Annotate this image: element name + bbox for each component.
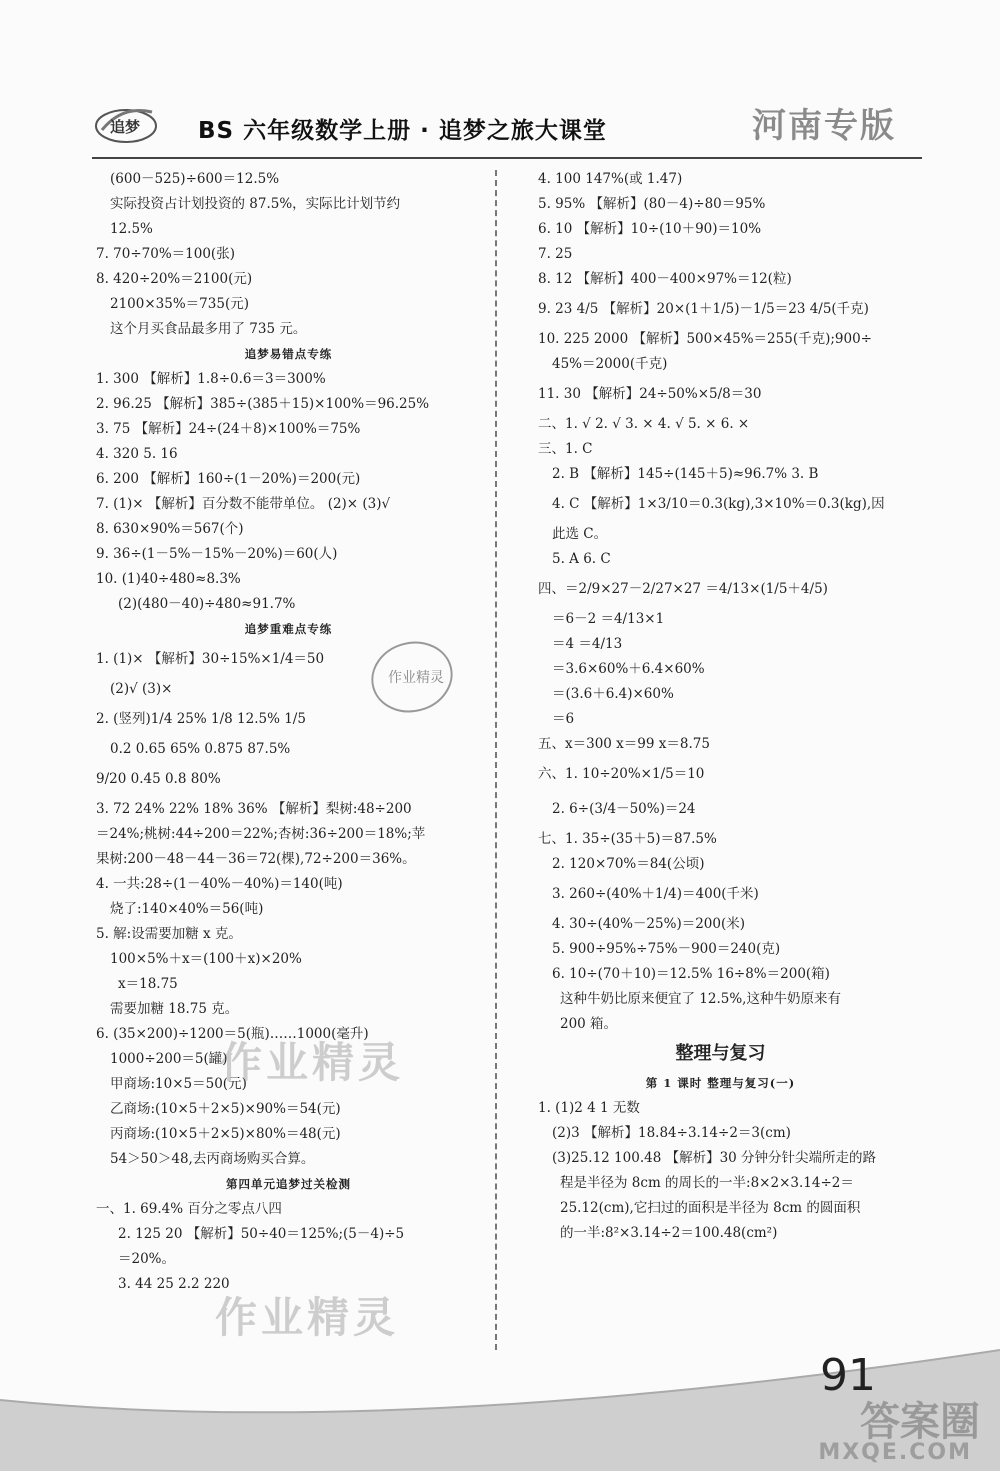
- answer-line: 六、1. 10÷20%×1/5＝10: [538, 766, 705, 782]
- answer-line: 200 箱。: [560, 1016, 618, 1032]
- answer-line: 5. 900÷95%÷75%－900＝240(克): [552, 941, 781, 957]
- answer-line: 2. 120×70%＝84(公顷): [552, 856, 705, 872]
- answer-line: ＝(3.6＋6.4)×60%: [552, 686, 674, 702]
- answer-line: x＝18.75: [118, 976, 178, 992]
- answer-line: 4. 一共:28÷(1－40%－40%)＝140(吨): [96, 876, 343, 892]
- section-heading: 第 1 课时 整理与复习(一): [645, 1076, 796, 1090]
- answer-line: 3. 260÷(40%＋1/4)＝400(千米): [552, 886, 759, 902]
- column-divider: [495, 170, 497, 1350]
- answer-line: 45%＝2000(千克): [552, 356, 668, 372]
- answer-line: ＝6: [552, 711, 575, 727]
- brand-logo-icon: [92, 100, 160, 146]
- site-logo: 答案圈: [860, 1399, 980, 1445]
- answer-line: 5. 95% 【解析】(80－4)÷80＝95%: [538, 196, 766, 212]
- answer-line: 9. 23 4/5 【解析】20×(1＋1/5)－1/5＝23 4/5(千克): [538, 301, 869, 317]
- answer-line: (3)25.12 100.48 【解析】30 分钟分针尖端所走的路: [552, 1150, 877, 1166]
- answer-line: 烧了:140×40%＝56(吨): [110, 901, 264, 917]
- section-heading: 第四单元追梦过关检测: [226, 1177, 351, 1191]
- answer-line: 这种牛奶比原来便宜了 12.5%,这种牛奶原来有: [560, 991, 841, 1007]
- answer-line: 4. 100 147%(或 1.47): [538, 171, 683, 187]
- answer-line: 100×5%＋x＝(100＋x)×20%: [110, 951, 302, 967]
- answer-line: 12.5%: [110, 221, 153, 237]
- answer-line: 1. 300 【解析】1.8÷0.6＝3＝300%: [96, 371, 326, 387]
- answer-line: 5. A 6. C: [552, 551, 611, 567]
- answer-line: 5. 解:设需要加糖 x 克。: [96, 926, 242, 942]
- answer-line: ＝24%;桃树:44÷200＝22%;杏树:36÷200＝18%;苹: [96, 826, 426, 842]
- answer-line: 25.12(cm),它扫过的面积是半径为 8cm 的圆面积: [560, 1200, 861, 1216]
- right-column: [538, 167, 903, 1246]
- answer-line: 3. 44 25 2.2 220: [118, 1276, 230, 1292]
- answer-line: 7. 70÷70%＝100(张): [96, 246, 235, 262]
- watermark-text: 作业精灵: [220, 1038, 405, 1087]
- answer-line: 10. (1)40÷480≈8.3%: [96, 571, 241, 587]
- site-url: MXQE.COM: [818, 1440, 972, 1465]
- answer-line: 程是半径为 8cm 的周长的一半:8×2×3.14÷2＝: [560, 1175, 854, 1191]
- answer-line: 7. (1)× 【解析】百分数不能带单位。 (2)× (3)√: [96, 496, 391, 512]
- answer-line: 1. (1)× 【解析】30÷15%×1/4＝50: [96, 651, 325, 667]
- answer-line: 4. 30÷(40%－25%)＝200(米): [552, 916, 746, 932]
- answer-line: ＝6－2 ＝4/13×1: [552, 611, 665, 627]
- answer-line: 8. 630×90%＝567(个): [96, 521, 244, 537]
- section-heading: 追梦重难点专练: [244, 622, 333, 636]
- answer-line: 2. 96.25 【解析】385÷(385＋15)×100%＝96.25%: [96, 396, 430, 412]
- book-title: BS 六年级数学上册 · 追梦之旅大课堂: [198, 118, 607, 144]
- answer-line: 的一半:8²×3.14÷2＝100.48(cm²): [560, 1225, 778, 1241]
- answer-line: ＝20%。: [118, 1251, 176, 1267]
- answer-line: 10. 225 2000 【解析】500×45%＝255(千克);900÷: [538, 331, 872, 347]
- answer-line: 四、＝2/9×27－2/27×27 ＝4/13×(1/5＋4/5): [538, 581, 828, 597]
- watermark-text: 作业精灵: [215, 1293, 400, 1342]
- answer-line: 54＞50＞48,去丙商场购买合算。: [110, 1151, 315, 1167]
- answer-line: 此选 C。: [552, 526, 608, 542]
- answer-line: 0.2 0.65 65% 0.875 87.5%: [110, 741, 291, 757]
- edition-label: 河南专版: [752, 106, 896, 146]
- answer-line: 1. (1)2 4 1 无数: [538, 1100, 640, 1116]
- header-rule: [92, 157, 922, 159]
- section-heading: 追梦易错点专练: [244, 347, 333, 361]
- answer-line: 8. 12 【解析】400－400×97%＝12(粒): [538, 271, 792, 287]
- answer-line: 11. 30 【解析】24÷50%×5/8＝30: [538, 386, 762, 402]
- answer-line: 9/20 0.45 0.8 80%: [96, 771, 221, 787]
- left-column: [96, 167, 481, 1297]
- answer-line: 1000÷200＝5(罐): [110, 1051, 228, 1067]
- answer-line: 七、1. 35÷(35＋5)＝87.5%: [538, 831, 717, 847]
- answer-line: 2100×35%＝735(元): [110, 296, 249, 312]
- answer-line: 3. 72 24% 22% 18% 36% 【解析】梨树:48÷200: [96, 801, 412, 817]
- answer-line: (2)3 【解析】18.84÷3.14÷2＝3(cm): [552, 1125, 791, 1141]
- answer-line: 2. B 【解析】145÷(145＋5)≈96.7% 3. B: [552, 466, 819, 482]
- answer-line: (2)√ (3)×: [110, 681, 173, 697]
- answer-line: 6. 200 【解析】160÷(1－20%)＝200(元): [96, 471, 361, 487]
- answer-line: 4. C 【解析】1×3/10＝0.3(kg),3×10%＝0.3(kg),因: [552, 496, 885, 512]
- answer-line: 4. 320 5. 16: [96, 446, 178, 462]
- answer-line: 丙商场:(10×5＋2×5)×80%＝48(元): [110, 1126, 341, 1142]
- svg-text:追梦: 追梦: [110, 118, 141, 136]
- answer-line: 6. 10 【解析】10÷(10＋90)＝10%: [538, 221, 762, 237]
- answer-line: 实际投资占计划投资的 87.5%，实际比计划节约: [110, 196, 401, 212]
- answer-line: ＝4 ＝4/13: [552, 636, 623, 652]
- page-header: [0, 0, 1000, 165]
- chapter-heading: 整理与复习: [675, 1043, 766, 1064]
- answer-line: 果树:200－48－44－36＝72(棵),72÷200＝36%。: [96, 851, 416, 867]
- answer-line: 需要加糖 18.75 克。: [110, 1001, 239, 1017]
- answer-line: 2. 6÷(3/4－50%)＝24: [552, 801, 696, 817]
- answer-line: 6. (35×200)÷1200＝5(瓶)……1000(毫升): [96, 1026, 369, 1042]
- answer-line: 乙商场:(10×5＋2×5)×90%＝54(元): [110, 1101, 341, 1117]
- answer-line: (600－525)÷600＝12.5%: [110, 171, 280, 187]
- answer-line: 这个月买食品最多用了 735 元。: [110, 321, 307, 337]
- answer-line: 甲商场:10×5＝50(元): [110, 1076, 247, 1092]
- answer-line: (2)(480－40)÷480≈91.7%: [118, 596, 296, 612]
- answer-line: 8. 420÷20%＝2100(元): [96, 271, 253, 287]
- homework-stamp-icon: [366, 636, 458, 718]
- answer-line: 9. 36÷(1－5%－15%－20%)＝60(人): [96, 546, 338, 562]
- answer-line: 五、x＝300 x＝99 x＝8.75: [538, 736, 710, 752]
- answer-line: 2. 125 20 【解析】50÷40＝125%;(5－4)÷5: [118, 1226, 405, 1242]
- answer-line: 三、1. C: [538, 441, 593, 457]
- page-number: 91: [820, 1350, 876, 1401]
- answer-line: 7. 25: [538, 246, 573, 262]
- answer-line: 二、1. √ 2. √ 3. × 4. √ 5. × 6. ×: [538, 416, 750, 432]
- answer-line: 6. 10÷(70＋10)＝12.5% 16÷8%＝200(箱): [552, 966, 830, 982]
- answer-line: ＝3.6×60%＋6.4×60%: [552, 661, 705, 677]
- stamp-text: 作业精灵: [388, 670, 444, 686]
- answer-line: 一、1. 69.4% 百分之零点八四: [96, 1201, 282, 1217]
- answer-line: 2. (竖列)1/4 25% 1/8 12.5% 1/5: [96, 711, 306, 727]
- answer-line: 3. 75 【解析】24÷(24＋8)×100%＝75%: [96, 421, 361, 437]
